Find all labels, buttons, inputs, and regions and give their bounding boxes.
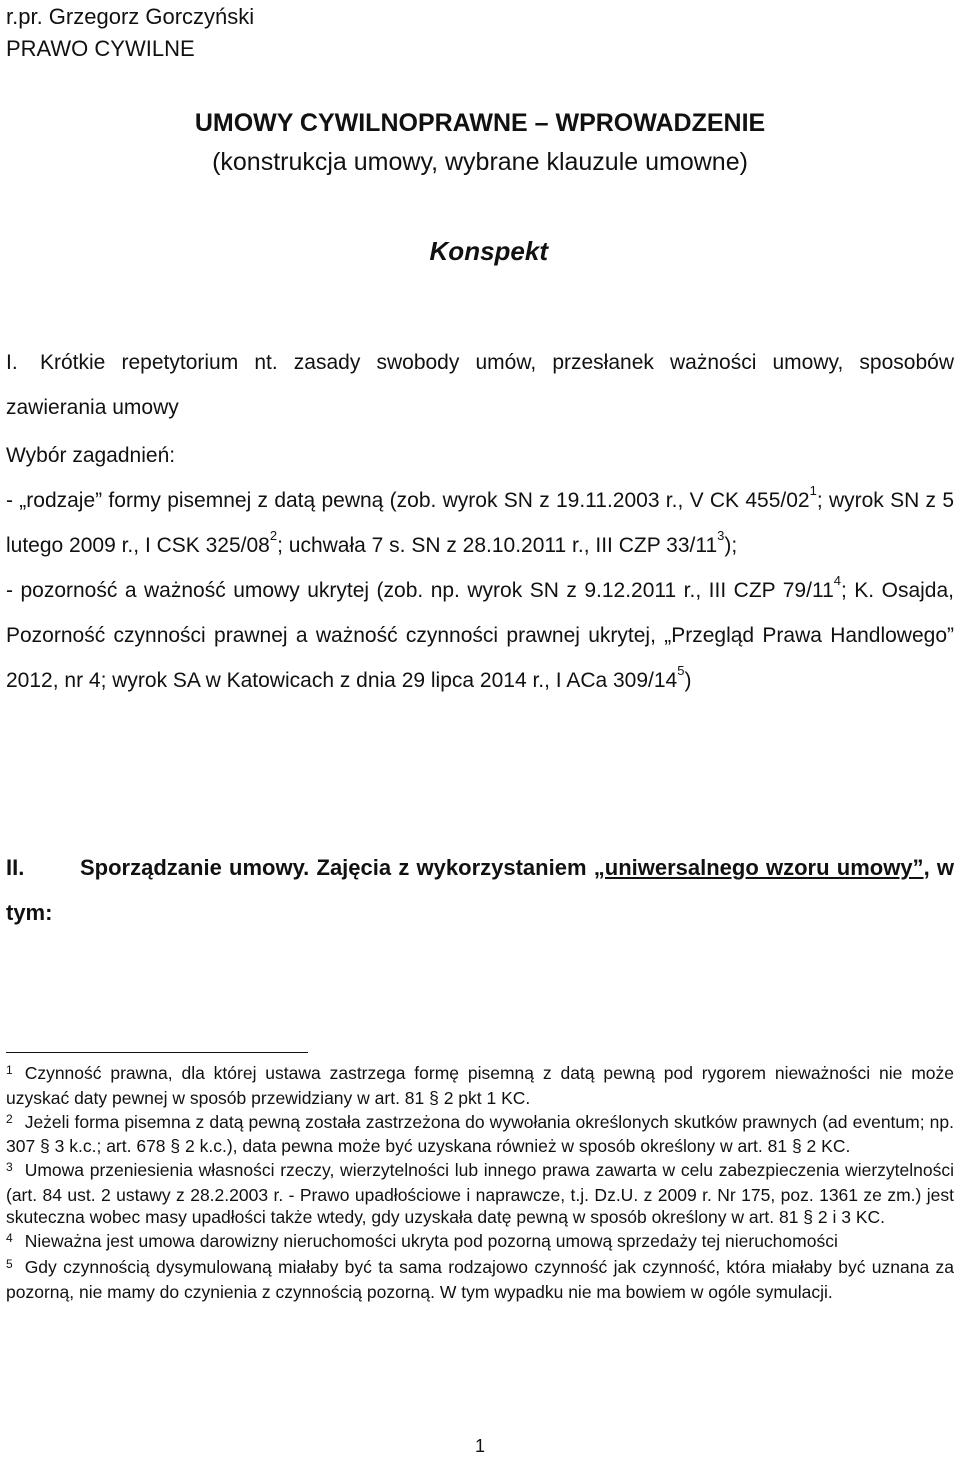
list-item-text: ; wyrok SN z 5 lutego 2009 r., I CSK 325/08 xyxy=(6,489,954,557)
footnote-ref-3[interactable]: 3 xyxy=(717,528,725,543)
section-2-text: , w tym: xyxy=(6,855,955,925)
document-title: UMOWY CYWILNOPRAWNE – WPROWADZENIE xyxy=(194,109,766,137)
footnote-mark: 1 xyxy=(6,1063,13,1077)
footnote-3 xyxy=(6,1159,954,1229)
footnote-mark: 4 xyxy=(6,1231,13,1246)
footnote-ref-2[interactable]: 2 xyxy=(269,528,278,543)
topics-label: Wybór zagadnień: xyxy=(6,444,176,467)
document-subtitle: (konstrukcja umowy, wybrane klauzule umowne) xyxy=(212,148,748,176)
footnote-text: Nieważna jest umowa darowizny nieruchomości ukryta pod pozorną umową sprzedaży tej nieruchomości xyxy=(24,1231,838,1252)
list-item-forma-pisemna xyxy=(6,478,954,568)
subject-header: PRAWO CYWILNE xyxy=(6,36,195,61)
list-item-text: ) xyxy=(684,669,692,692)
footnote-ref-5[interactable]: 5 xyxy=(677,663,685,678)
section-1-number: I. xyxy=(6,351,18,374)
footnote-text: Jeżeli forma pisemna z datą pewną została zastrzeżona do wywołania określonych skutków prawnych (ad eventum; np. 307 § 3 k.c.; art. 678 § 2 k.c.), data pewna może być uzyskana również w sposób określony w art. 81 § 2 KC. xyxy=(6,1111,954,1157)
footnote-5 xyxy=(6,1256,954,1303)
footnote-2 xyxy=(6,1111,954,1158)
konspekt-heading: Konspekt xyxy=(429,236,548,266)
footnote-ref-4[interactable]: 4 xyxy=(833,573,841,588)
section-2-number: II. xyxy=(6,855,25,880)
footnote-text: Gdy czynnością dysymulowaną miałaby być ta sama rodzajowo czynność jak czynność, która miałaby być uznana za pozorną, nie mamy do czynienia z czynnością pozorną. W tym wypadku nie ma bowiem w ogóle symulacji. xyxy=(6,1257,954,1302)
author-header: r.pr. Grzegorz Gorczyński xyxy=(6,4,255,29)
section-1-heading xyxy=(6,340,954,430)
section-1-text: Krótkie repetytorium nt. zasady swobody umów, przesłanek ważności umowy, sposobów zawierania umowy xyxy=(6,351,954,419)
list-item-text: ; K. Osajda, Pozorność czynności prawnej a ważność czynności prawnej ukrytej, „Przegląd Prawa Handlowego” 2012, nr 4; wyrok SA w Katowicach z dnia 29 lipca 2014 r., I ACa 309/14 xyxy=(6,579,954,692)
section-2-heading xyxy=(6,845,954,935)
list-item-text: ; uchwała 7 s. SN z 28.10.2011 r., III CZP 33/11 xyxy=(277,534,718,557)
footnote-4 xyxy=(6,1230,954,1255)
footnote-mark: 5 xyxy=(6,1257,13,1272)
footnote-mark: 2 xyxy=(6,1111,13,1126)
footnote-separator xyxy=(6,1052,308,1053)
footnote-text: Czynność prawna, dla której ustawa zastrzega formę pisemną z datą pewną pod rygorem nieważności nie może uzyskać daty pewnej w sposób przewidziany w art. 81 § 2 pkt 1 KC. xyxy=(6,1063,954,1108)
list-item-text: ); xyxy=(724,534,738,557)
section-2-underlined-text: „uniwersalnego wzoru umowy” xyxy=(593,855,924,880)
footnote-ref-1[interactable]: 1 xyxy=(809,483,817,498)
page-number: 1 xyxy=(474,1436,485,1456)
footnote-mark: 3 xyxy=(6,1160,13,1175)
topics-list xyxy=(6,478,954,703)
footnote-text: Umowa przeniesienia własności rzeczy, wierzytelności lub innego prawa zawarta w celu zabezpieczenia wierzytelności (art. 84 ust. 2 ustawy z 28.2.2003 r. - Prawo upadłościowe i naprawcze, t.j. Dz.U. z 2009 r. Nr 175, poz. 1361 ze zm.) jest skuteczna wobec masy upadłości także wtedy, gdy uzyskała datę pewną w sposób określony w art. 81 § 2 i 3 KC. xyxy=(6,1160,954,1228)
list-item-text: - „rodzaje” formy pisemnej z datą pewną (zob. wyrok SN z 19.11.2003 r., V CK 455/02 xyxy=(6,489,810,512)
footnotes xyxy=(6,1062,954,1305)
list-item-pozornosc xyxy=(6,568,954,703)
list-item-text: - pozorność a ważność umowy ukrytej (zob. np. wyrok SN z 9.12.2011 r., III CZP 79/11 xyxy=(6,579,834,602)
footnote-1 xyxy=(6,1062,954,1109)
section-2-text: Sporządzanie umowy. Zajęcia z wykorzystaniem xyxy=(80,855,594,880)
